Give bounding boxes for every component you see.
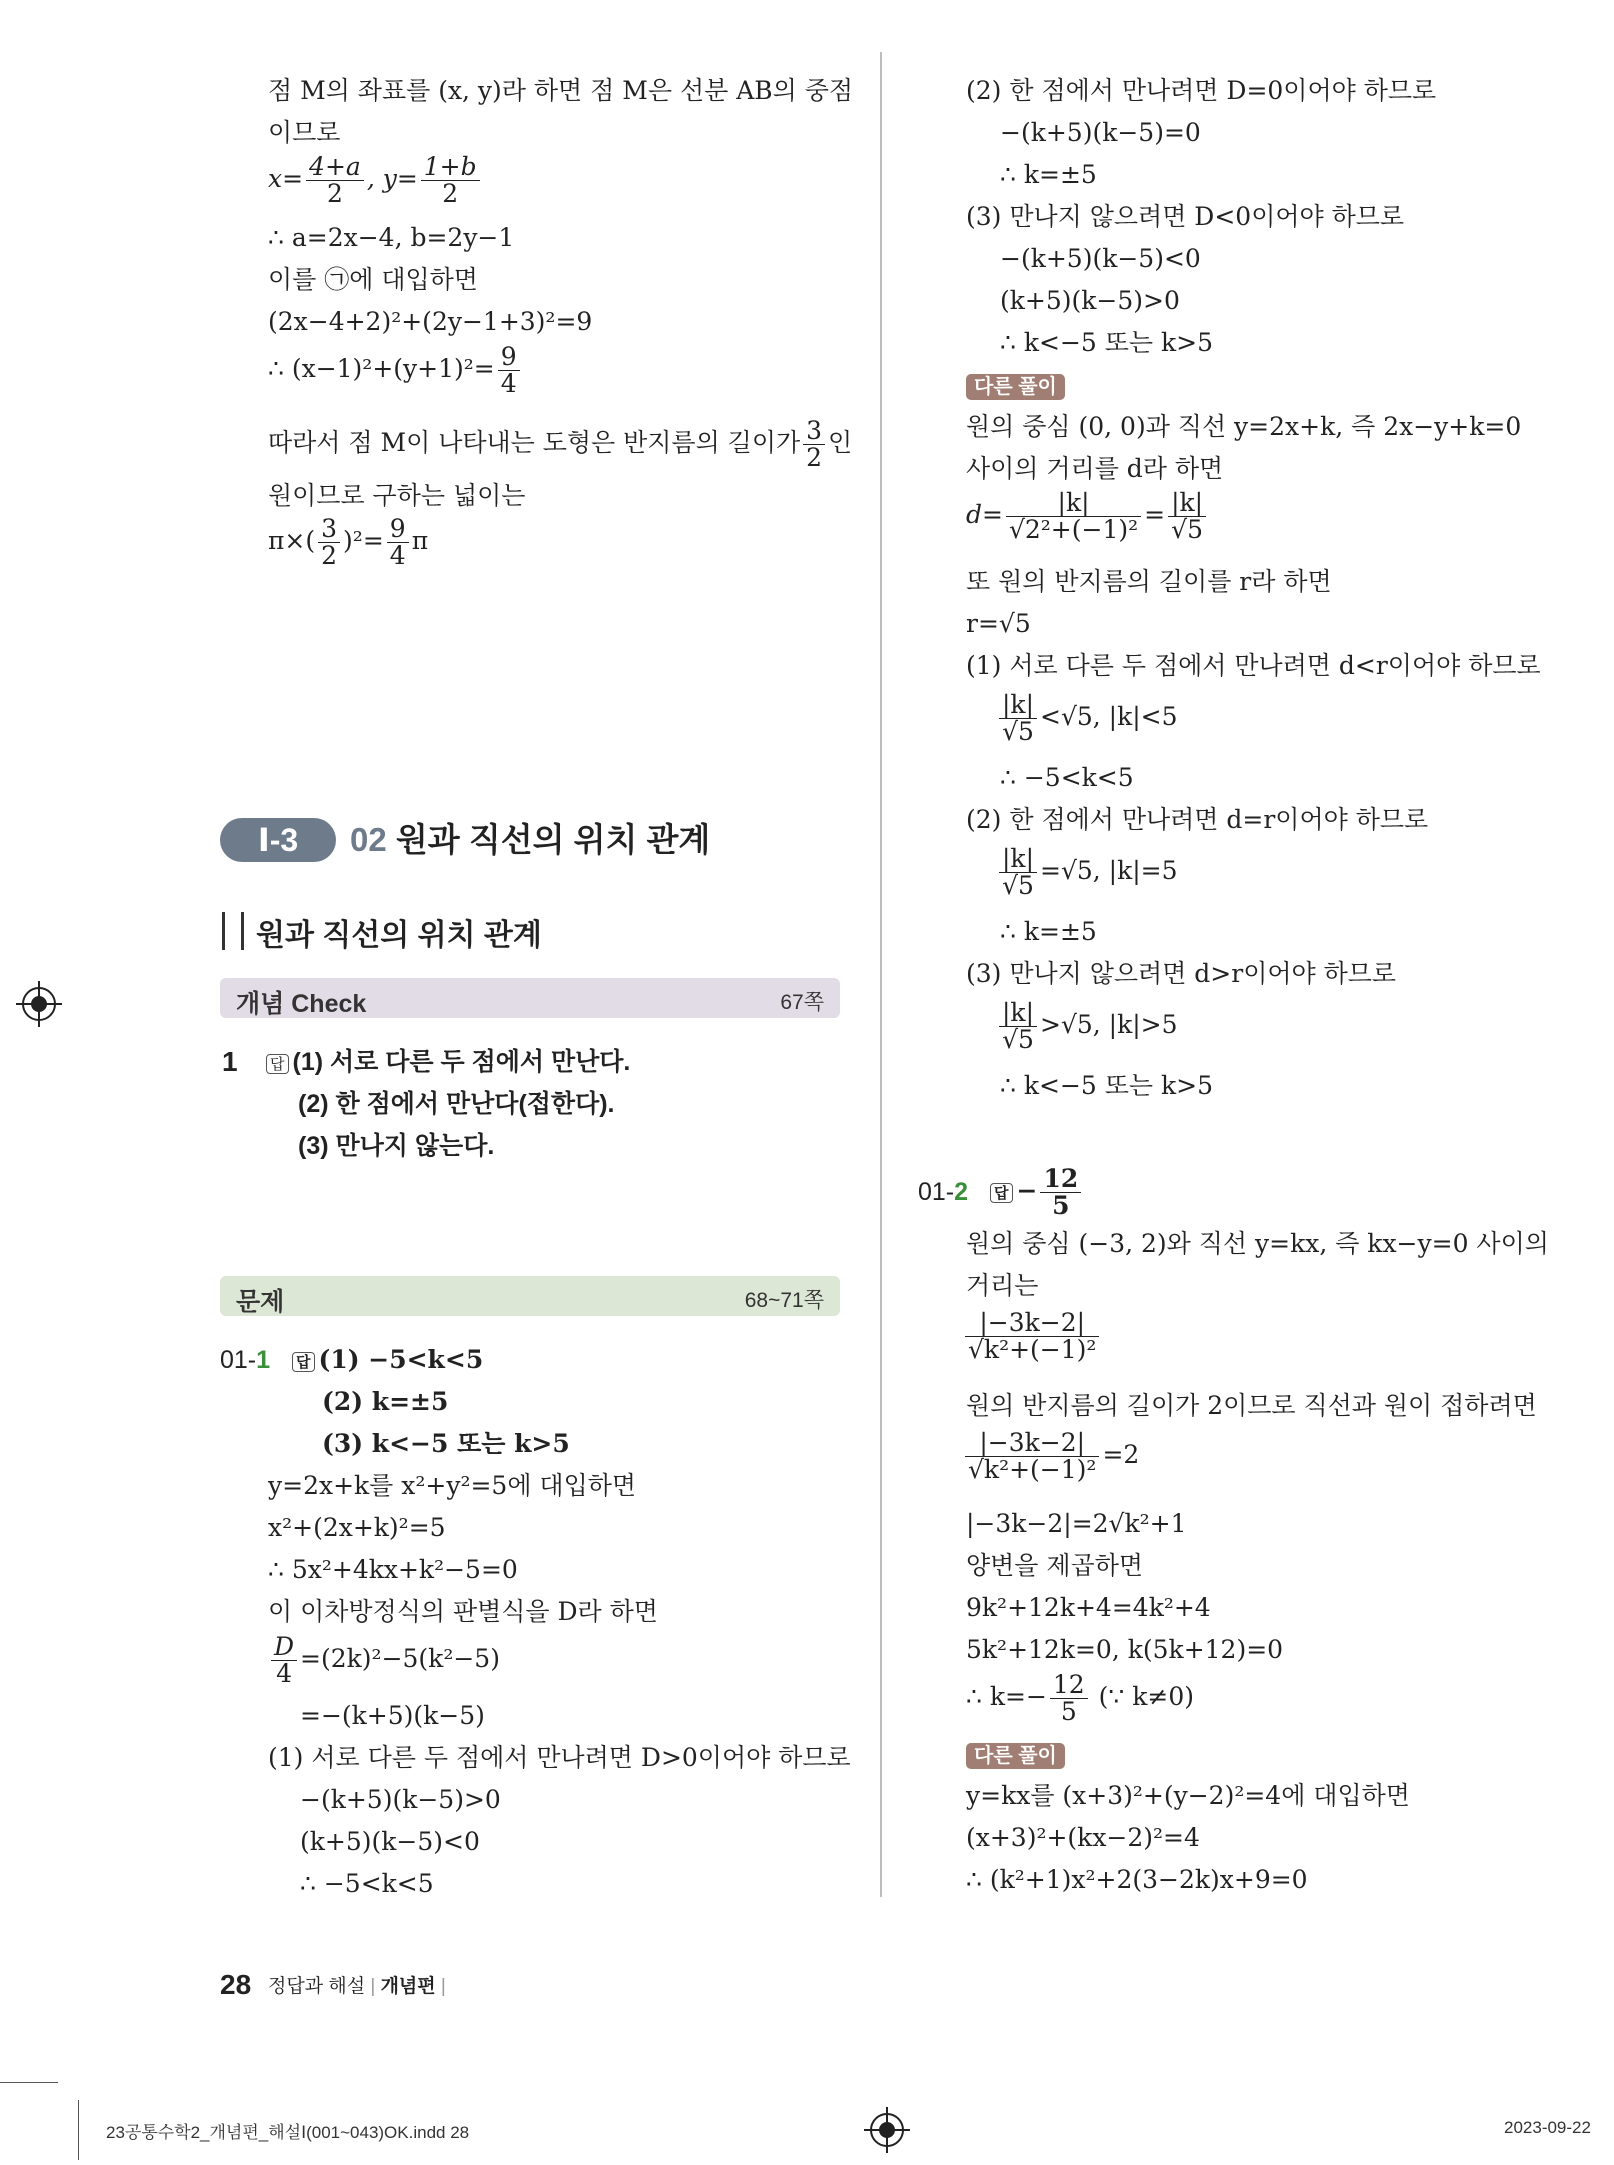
- fraction: $\frac{|-3k-2|}{\text{√k²+(−1)²}}$: [965, 1310, 1099, 1363]
- equation-line: ∴ a=2x−4, b=2y−1: [268, 223, 515, 252]
- page-number: 28: [220, 1969, 252, 2000]
- text-line: 이므로: [268, 118, 341, 147]
- equation-line: ∴ −5<k<5: [1000, 763, 1134, 792]
- alt-solution-tag: 다른 풀이: [966, 1743, 1065, 1769]
- fraction: $\frac{12}{5}$: [1040, 1166, 1081, 1219]
- text-line: 따라서 점 M이 나타내는 도형은 반지름의 길이가 $\frac{3}{2}$ 인: [268, 416, 853, 472]
- problem-number: 01-1: [220, 1346, 271, 1374]
- registration-mark-icon: [870, 2113, 904, 2147]
- answer-mark: 답: [266, 1054, 289, 1074]
- answer-line: 답 (1) 서로 다른 두 점에서 만난다.: [266, 1046, 630, 1078]
- crop-mark: [78, 2100, 79, 2160]
- answer-mark: 답: [292, 1352, 315, 1372]
- problem-bar: [220, 1276, 840, 1316]
- equation-line: x²+(2x+k)²=5: [268, 1513, 446, 1542]
- text-line: (1) 서로 다른 두 점에서 만나려면 d<r이어야 하므로: [966, 651, 1541, 680]
- fraction: $\frac{4+a}{2}$: [306, 154, 364, 207]
- concept-check-label: 개념 Check: [236, 990, 367, 1018]
- running-footer: 정답과 해설 | 개념편 |: [268, 1976, 446, 1997]
- problem-page: 68~71쪽: [744, 1289, 824, 1312]
- text-line: 이 이차방정식의 판별식을 D라 하면: [268, 1597, 658, 1626]
- equation-line: $\frac{|k|}{√5}$ <√5, |k|<5: [996, 692, 1178, 745]
- equation-line: =−(k+5)(k−5): [300, 1701, 485, 1730]
- answer-line: (3) k<−5 또는 k>5: [322, 1429, 570, 1458]
- equation-line: ∴ (x−1)²+(y+1)²= $\frac{9}{4}$: [268, 344, 523, 397]
- equation-line: r=√5: [966, 609, 1031, 638]
- concept-check-bar: [220, 978, 840, 1018]
- fraction: $\frac{|k|}{√5}$: [1168, 490, 1206, 543]
- book-title: 정답과 해설: [268, 1976, 366, 1997]
- print-date: 2023-09-22: [1504, 2118, 1591, 2137]
- text-line: 이를 ㉠에 대입하면: [268, 265, 478, 294]
- equation-line: −(k+5)(k−5)<0: [1000, 244, 1201, 273]
- file-slug: 23공통수학2_개념편_해설Ⅰ(001~043)OK.indd 28: [106, 2123, 470, 2142]
- section-title-text: 원과 직선의 위치 관계: [395, 821, 711, 858]
- text-line: (1) 서로 다른 두 점에서 만나려면 D>0이어야 하므로: [268, 1743, 851, 1772]
- column-divider: [880, 52, 882, 1897]
- text-line: (3) 만나지 않으려면 d>r이어야 하므로: [966, 959, 1397, 988]
- equation-line: ∴ k=±5: [1000, 160, 1097, 189]
- text-line: 원이므로 구하는 넓이는: [268, 481, 526, 510]
- equation-line: [268, 154, 483, 207]
- chapter-badge: Ⅰ-3: [220, 818, 336, 862]
- equation-line: $\frac{|k|}{√5}$ =√5, |k|=5: [996, 846, 1178, 899]
- problem-label: 문제: [236, 1288, 285, 1316]
- eq-part: , y=: [366, 164, 418, 193]
- equation-line: $\frac{|-3k-2|}{\text{√k²+(−1)²}}$ =2: [962, 1430, 1139, 1483]
- text-line: 또 원의 반지름의 길이를 r라 하면: [966, 567, 1332, 596]
- equation-line: (x+3)²+(kx−2)²=4: [966, 1823, 1200, 1852]
- subsection-marker: [222, 912, 244, 950]
- fraction: $\frac{3}{2}$: [803, 418, 825, 471]
- text-line: 거리는: [966, 1271, 1039, 1300]
- fraction: $\frac{|k|}{√5}$: [999, 692, 1037, 745]
- problem-number: 01-2: [918, 1178, 969, 1206]
- fraction: $\frac{9}{4}$: [387, 516, 409, 569]
- subsection-title: 원과 직선의 위치 관계: [256, 919, 542, 952]
- equation-line: 5k²+12k=0, k(5k+12)=0: [966, 1635, 1284, 1664]
- text-line: (2) 한 점에서 만나려면 D=0이어야 하므로: [966, 76, 1437, 105]
- text-line: y=kx를 (x+3)²+(y−2)²=4에 대입하면: [966, 1781, 1410, 1810]
- fraction: $\frac{9}{4}$: [498, 344, 520, 397]
- text-line: 점 M의 좌표를 (x, y)라 하면 점 M은 선분 AB의 중점: [268, 76, 854, 105]
- answer-mark: 답: [990, 1183, 1013, 1203]
- equation-line: ∴ k<−5 또는 k>5: [1000, 1071, 1213, 1100]
- text-line: 원의 중심 (0, 0)과 직선 y=2x+k, 즉 2x−y+k=0: [966, 412, 1522, 441]
- text-line: 원의 중심 (−3, 2)와 직선 y=kx, 즉 kx−y=0 사이의: [966, 1229, 1549, 1258]
- registration-mark-icon: [22, 987, 56, 1021]
- equation-line: ∴ 5x²+4kx+k²−5=0: [268, 1555, 518, 1584]
- answer-line: (2) 한 점에서 만난다(접한다).: [298, 1090, 615, 1118]
- section-number: 02: [350, 821, 387, 858]
- equation-line: ∴ −5<k<5: [300, 1869, 434, 1898]
- equation-line: d= $\frac{|k|}{\text{√2²+(−1)²}}$ = $\frac{|k|}{√5}$: [966, 490, 1209, 543]
- text-line: 원의 반지름의 길이가 2이므로 직선과 원이 접하려면: [966, 1391, 1537, 1420]
- answer-line: 답 (1) −5<k<5: [292, 1344, 483, 1376]
- equation-line: [962, 1310, 1102, 1363]
- equation-line: ∴ k=− $\frac{12}{5}$ (∵ k≠0): [966, 1670, 1195, 1726]
- question-number: 1: [222, 1046, 238, 1077]
- fraction: $\frac{|k|}{√5}$: [999, 846, 1037, 899]
- concept-check-page: 67쪽: [780, 991, 824, 1014]
- answer-line: (3) 만나지 않는다.: [298, 1132, 495, 1160]
- equation-line: $\frac{D}{4}$ =(2k)²−5(k²−5): [268, 1634, 500, 1687]
- fraction: $\frac{D}{4}$: [271, 1634, 297, 1687]
- text-line: 사이의 거리를 d라 하면: [966, 454, 1224, 483]
- alt-solution-tag: 다른 풀이: [966, 374, 1065, 400]
- answer-line: (2) k=±5: [322, 1387, 449, 1416]
- section-title: [350, 818, 710, 862]
- equation-line: (2x−4+2)²+(2y−1+3)²=9: [268, 307, 593, 336]
- answer-line: 답 − $\frac{12}{5}$: [990, 1166, 1084, 1219]
- fraction: $\frac{3}{2}$: [318, 516, 340, 569]
- equation-line: ∴ k=±5: [1000, 917, 1097, 946]
- text-line: y=2x+k를 x²+y²=5에 대입하면: [268, 1471, 637, 1500]
- text-line: (2) 한 점에서 만나려면 d=r이어야 하므로: [966, 805, 1429, 834]
- equation-line: −(k+5)(k−5)>0: [300, 1785, 501, 1814]
- equation-line: ∴ k<−5 또는 k>5: [1000, 328, 1213, 357]
- text-line: 양변을 제곱하면: [966, 1551, 1143, 1580]
- fraction: $\frac{|k|}{\text{√2²+(−1)²}}$: [1006, 490, 1141, 543]
- equation-line: ∴ (k²+1)x²+2(3−2k)x+9=0: [966, 1865, 1308, 1894]
- part-name: 개념편: [380, 1976, 436, 1997]
- equation-line: 9k²+12k+4=4k²+4: [966, 1593, 1211, 1622]
- text-line: (3) 만나지 않으려면 D<0이어야 하므로: [966, 202, 1405, 231]
- equation-line: $\frac{|k|}{√5}$ >√5, |k|>5: [996, 1000, 1178, 1053]
- equation-line: (k+5)(k−5)<0: [300, 1827, 480, 1856]
- fraction: $\frac{1+b}{2}$: [421, 154, 480, 207]
- eq-part: x=: [268, 164, 304, 193]
- fraction: $\frac{|k|}{√5}$: [999, 1000, 1037, 1053]
- equation-line: (k+5)(k−5)>0: [1000, 286, 1180, 315]
- alt-solution-tag-line: [966, 369, 1065, 401]
- equation-line: |−3k−2|=2√k²+1: [966, 1509, 1187, 1538]
- fraction: $\frac{|-3k-2|}{\text{√k²+(−1)²}}$: [965, 1430, 1099, 1483]
- equation-line: −(k+5)(k−5)=0: [1000, 118, 1201, 147]
- alt-solution-tag-line: [966, 1738, 1065, 1770]
- fraction: $\frac{12}{5}$: [1050, 1672, 1088, 1725]
- crop-mark: [0, 2082, 58, 2083]
- equation-line: π×( $\frac{3}{2}$ )²= $\frac{9}{4}$ π: [268, 514, 429, 570]
